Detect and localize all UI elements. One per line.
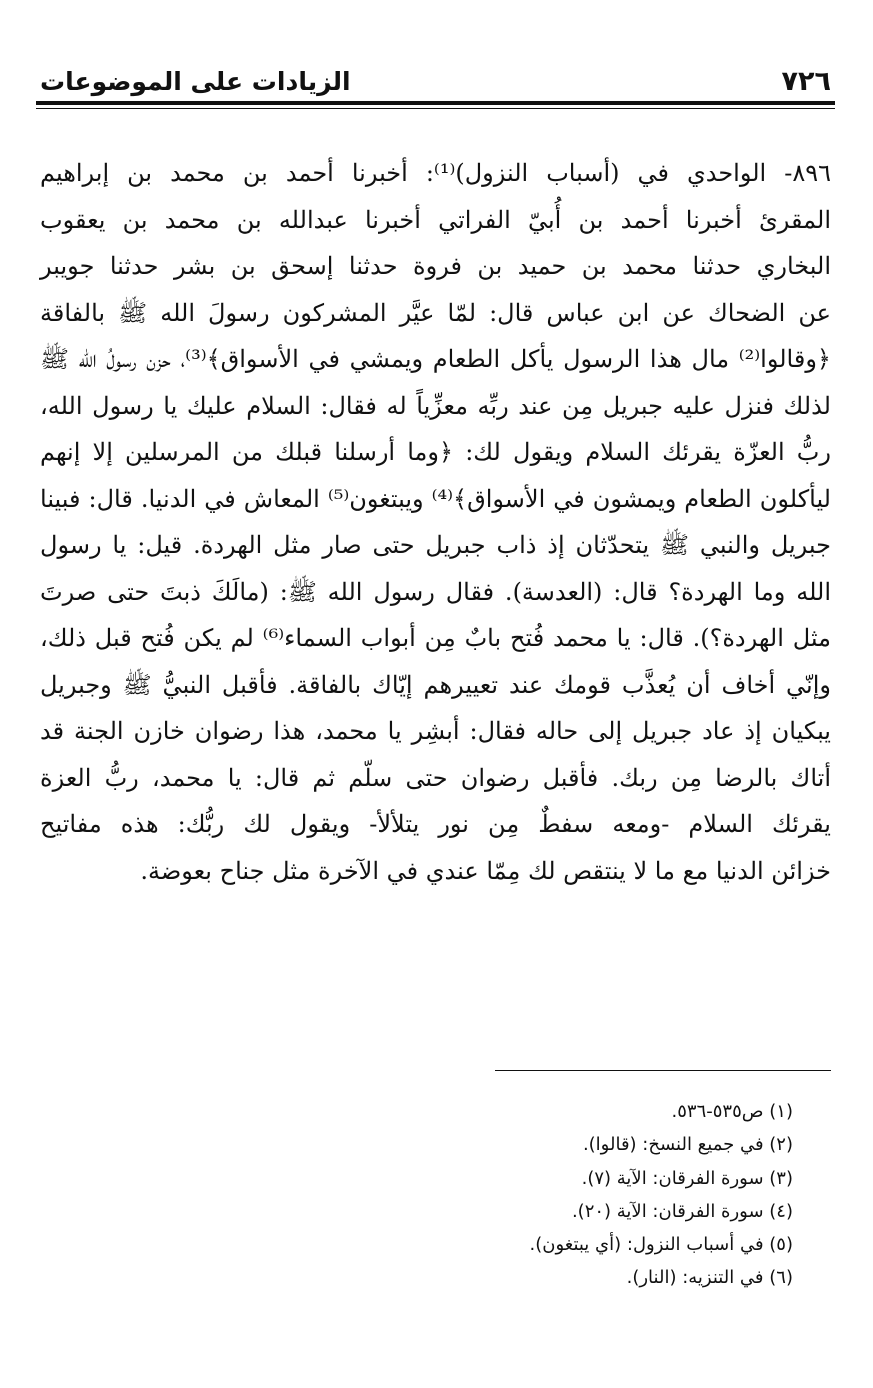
footnote: (٦) في التنزيه: (النار). [626, 1267, 793, 1289]
footnote: (٥) في أسباب النزول: (أي يبتغون). [529, 1234, 793, 1256]
body-line: خزائن الدنيا مع ما لا ينتقص لك مِمّا عندي في الآخرة مثل جناح بعوضة. [140, 856, 831, 885]
footnote: (١) ص٥٣٥-٥٣٦. [671, 1101, 793, 1122]
header-rule-thick [36, 101, 835, 105]
header-rule-thin [36, 108, 835, 109]
body-line: مثل الهردة؟). قال: يا محمد فُتح بابٌ مِن أبواب السماء⁽⁶⁾ لم يكن فُتح قبل ذلك، [40, 624, 832, 652]
body-line: ٨٩٦- الواحدي في (أسباب النزول)⁽¹⁾: أخبرنا أحمد بن محمد بن إبراهيم [40, 159, 832, 187]
footnote: (٣) سورة الفرقان: الآية (٧). [581, 1167, 793, 1189]
body-line: ليأكلون الطعام ويمشون في الأسواق﴾⁽⁴⁾ ويبتغون⁽⁵⁾ المعاش في الدنيا. قال: فبينا [40, 484, 831, 513]
body-line: لذلك فنزل عليه جبريل مِن عند ربِّه معزِّياً له فقال: السلام عليك يا رسول الله، [40, 391, 831, 420]
body-line: الله وما الهردة؟ قال: (العدسة). فقال رسول الله ﷺ: (مالَكَ ذبتَ حتى صرتَ [40, 577, 831, 606]
body-line: المقرئ أخبرنا أحمد بن أُبيّ الفراتي أخبرنا عبدالله بن محمد بن يعقوب [40, 205, 831, 234]
body-line: ﴿وقالوا⁽²⁾ مال هذا الرسول يأكل الطعام ويمشي في الأسواق﴾⁽³⁾، حزن رسولُ الله ﷺ [40, 345, 831, 373]
body-line: وإنّي أخاف أن يُعذَّب قومك عند تعييرهم إيّاك بالفاقة. فأقبل النبيُّ ﷺ وجبريل [40, 670, 831, 699]
body-line: ربُّ العزّة يقرئك السلام ويقول لك: ﴿وما أرسلنا قبلك من المرسلين إلا إنهم [40, 438, 831, 466]
body-line: البخاري حدثنا محمد بن حميد بن فروة حدثنا إسحق بن بشر حدثنا جويبر [40, 252, 831, 280]
body-line: عن الضحاك عن ابن عباس قال: لمّا عيَّر المشركون رسولَ الله ﷺ بالفاقة [40, 298, 831, 327]
body-line: يبكيان إذ عاد جبريل إلى حاله فقال: أبشِر يا محمد، هذا رضوان خازن الجنة قد [40, 717, 831, 745]
running-title: الزيادات على الموضوعات [40, 67, 351, 96]
footnote: (٤) سورة الفرقان: الآية (٢٠). [571, 1200, 793, 1222]
footnotes [40, 1095, 793, 1295]
page-header [40, 52, 831, 100]
body-line: أتاك بالرضا مِن ربك. فأقبل رضوان حتى سلّم ثم قال: يا محمد، ربُّ العزة [40, 763, 831, 792]
footnote-separator [495, 1070, 831, 1071]
body-line: يقرئك السلام -ومعه سفطٌ مِن نور يتلألأ- ويقول لك ربُّك: هذه مفاتيح [40, 810, 831, 838]
footnote: (٢) في جميع النسخ: (قالوا). [582, 1134, 793, 1156]
hadith-text [40, 150, 831, 894]
body-line: جبريل والنبي ﷺ يتحدّثان إذ ذاب جبريل حتى صار مثل الهردة. قيل: يا رسول [40, 531, 832, 559]
page-number: ٧٢٦ [781, 66, 831, 97]
